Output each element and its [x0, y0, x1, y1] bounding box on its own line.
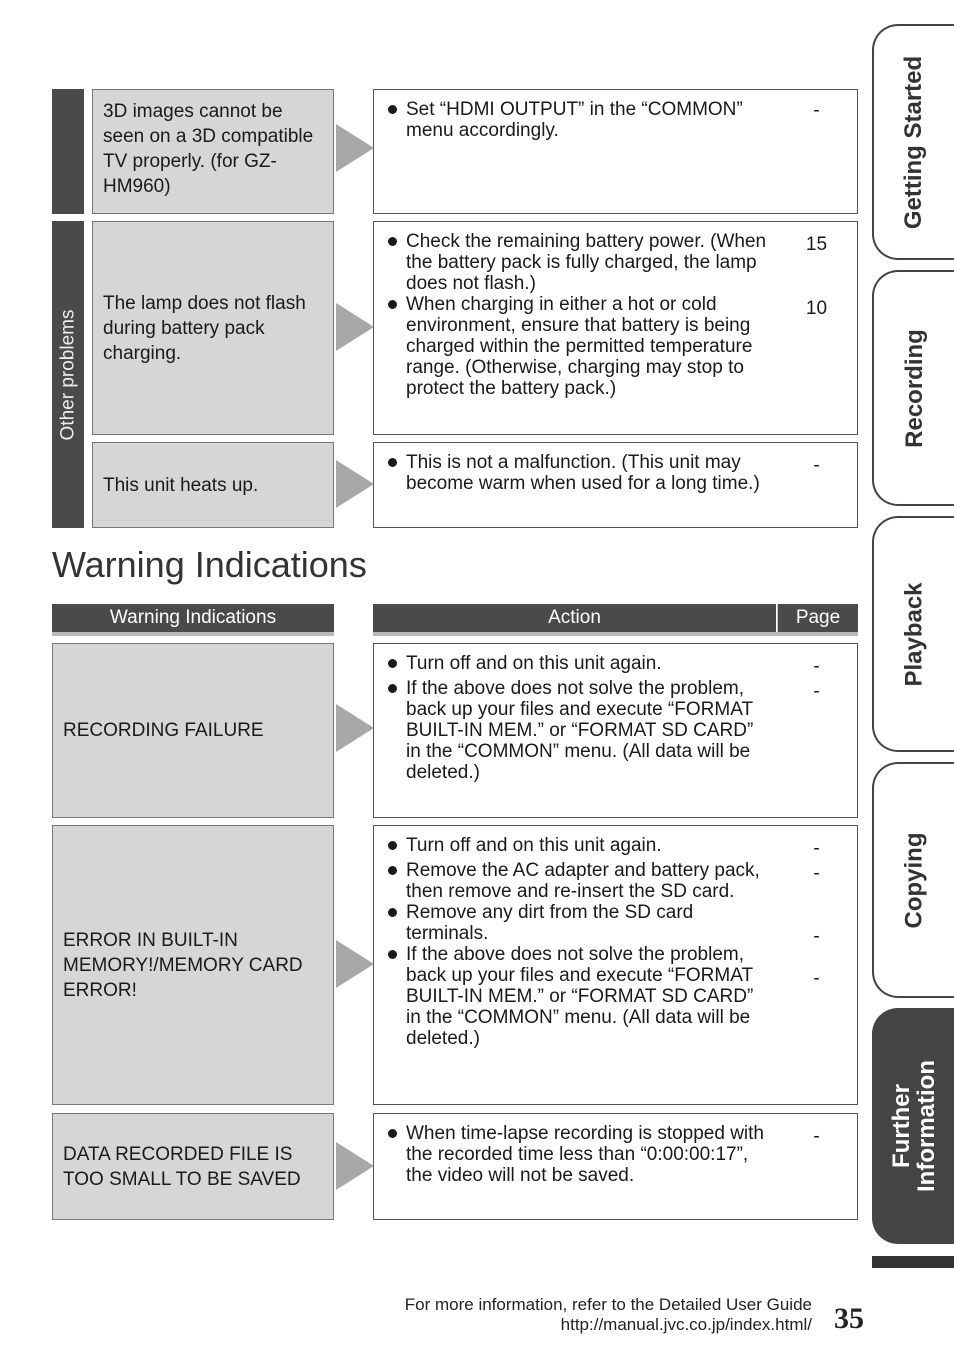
warning-indication-cell: RECORDING FAILURE: [52, 643, 334, 818]
tab-bottom-bar: [872, 1256, 954, 1268]
action-item: Turn off and on this unit again.: [386, 835, 768, 856]
action-item: Set “HDMI OUTPUT” in the “COMMON” menu accordingly.: [386, 99, 768, 141]
action-item: When charging in either a hot or cold environment, ensure that battery is being charged within the permitted temperature range. (Otherwise, charging may stop to protect the battery pack.): [386, 294, 768, 399]
footer-reference: For more information, refer to the Detailed User Guide http://manual.jvc.co.jp/index.html/: [292, 1295, 812, 1335]
problem-cell: 3D images cannot be seen on a 3D compatible TV properly. (for GZ-HM960): [92, 89, 334, 214]
arrow-icon: [336, 940, 374, 988]
action-cell: [373, 825, 777, 1105]
section-title: Warning Indications: [52, 544, 367, 585]
action-cell: [373, 442, 777, 528]
problem-cell: The lamp does not flash during battery pack charging.: [92, 221, 334, 435]
header-action: Action: [373, 604, 776, 632]
page-cell: - -: [776, 643, 858, 818]
warning-indication-cell: ERROR IN BUILT-IN MEMORY!/MEMORY CARD ERROR!: [52, 825, 334, 1105]
action-item: This is not a malfunction. (This unit may become warm when used for a long time.): [386, 452, 768, 494]
page-cell: - - - -: [776, 825, 858, 1105]
problem-cell: This unit heats up.: [92, 442, 334, 528]
arrow-icon: [336, 124, 374, 172]
page-cell: -: [776, 442, 858, 528]
header-underline: [52, 632, 334, 636]
action-item: Remove the AC adapter and battery pack, then remove and re-insert the SD card.: [386, 860, 768, 902]
page-cell: -: [776, 89, 858, 214]
action-item: Check the remaining battery power. (When the battery pack is fully charged, the lamp does not flash.): [386, 231, 768, 294]
arrow-icon: [336, 460, 374, 508]
category-bar-other-problems: [52, 221, 84, 528]
header-page: Page: [777, 604, 858, 632]
tab-getting-started[interactable]: Getting Started: [872, 24, 954, 260]
page-cell: -: [776, 1113, 858, 1220]
tab-copying[interactable]: Copying: [872, 762, 954, 998]
arrow-icon: [336, 303, 374, 351]
action-item: If the above does not solve the problem, back up your files and execute “FORMAT BUILT-IN MEM.” or “FORMAT SD CARD” in the “COMMON” menu. (All data will be deleted.): [386, 944, 768, 1049]
category-label: Other problems: [57, 309, 79, 440]
warning-indication-cell: DATA RECORDED FILE IS TOO SMALL TO BE SAVED: [52, 1113, 334, 1220]
header-warning-indications: Warning Indications: [52, 604, 334, 632]
action-cell: [373, 221, 777, 435]
tab-playback[interactable]: Playback: [872, 516, 954, 752]
footer-url: http://manual.jvc.co.jp/index.html/: [560, 1315, 812, 1334]
arrow-icon: [336, 704, 374, 752]
action-cell: [373, 89, 777, 214]
page-cell: 15 10: [776, 221, 858, 435]
action-cell: [373, 643, 777, 818]
tab-recording[interactable]: Recording: [872, 270, 954, 506]
action-item: If the above does not solve the problem, back up your files and execute “FORMAT BUILT-IN MEM.” or “FORMAT SD CARD” in the “COMMON” menu. (All data will be deleted.): [386, 678, 768, 783]
tab-further-information[interactable]: Further Information: [872, 1008, 954, 1244]
arrow-icon: [336, 1142, 374, 1190]
header-underline: [373, 632, 858, 636]
page-number: 35: [834, 1302, 864, 1335]
action-item: Remove any dirt from the SD card terminals.: [386, 902, 768, 944]
action-item: When time-lapse recording is stopped with the recorded time less than “0:00:00:17”, the video will not be saved.: [386, 1123, 768, 1186]
category-bar-top: [52, 89, 84, 214]
action-cell: [373, 1113, 777, 1220]
action-item: Turn off and on this unit again.: [386, 653, 768, 674]
